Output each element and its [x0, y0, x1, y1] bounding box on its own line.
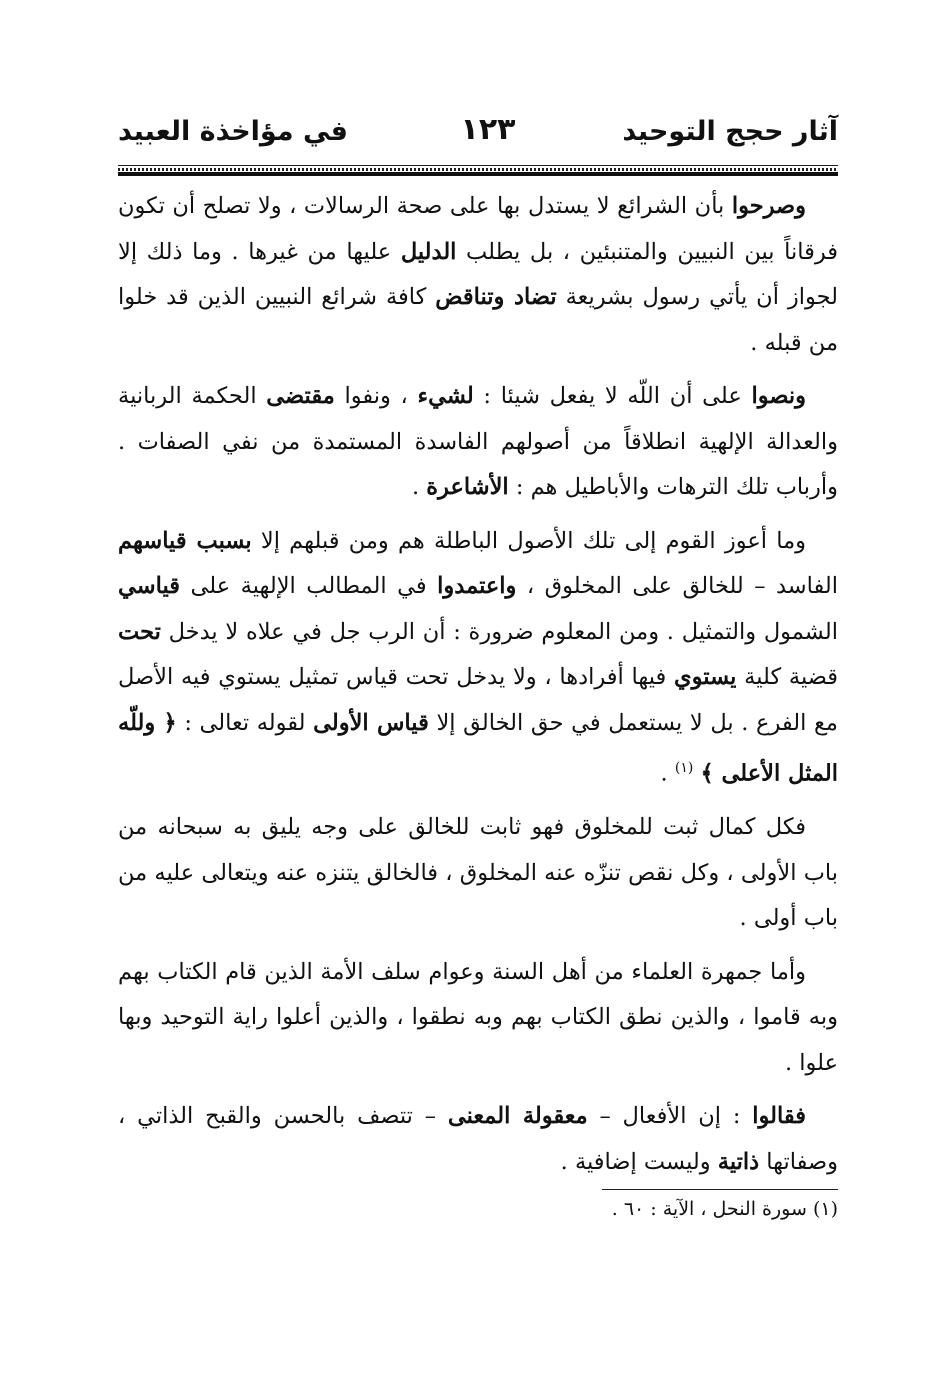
bold-text: لشيء: [417, 383, 474, 409]
header-title: آثار حجج التوحيد: [622, 116, 838, 147]
text-run: كافة شرائع النبيين الذين قد خلوا من قبله .: [118, 284, 838, 356]
text-run: .: [411, 474, 427, 500]
running-header: [118, 112, 838, 162]
bold-text: ﴿ وللّه المثل الأعلى ﴾: [118, 709, 838, 787]
text-run: عليها من غيرها . وما ذلك إلا لجواز أن يأتي رسول بشريعة: [118, 238, 839, 310]
text-run: فيها أفرادها ، ولا يدخل تحت قياس تمثيل يستوي فيه الأصل مع الفرع . بل لا يستعمل في حق الخالق إلا: [118, 664, 838, 736]
header-rule-thick: [118, 172, 838, 176]
header-subtitle: في مؤاخذة العبيد: [118, 116, 348, 147]
body-text: [118, 184, 838, 1193]
text-run: ، ونفوا: [334, 383, 418, 409]
text-run: في المطالب الإلهية على: [180, 573, 438, 599]
text-run: فكل كمال ثبت للمخلوق فهو ثابت للخالق على وجه يليق به سبحانه من باب الأولى ، وكل نقص تنزّه عنه المخلوق ، فالخالق يتنزه عنه ويتعالى عليه من باب أولى .: [118, 814, 838, 931]
text-run: لقوله تعالى :: [176, 709, 314, 736]
text-run: – تتصف بالحسن والقبح الذاتي ، وصفاتها: [118, 1103, 838, 1175]
bold-text: وصرحوا: [731, 193, 806, 219]
text-run: .: [660, 760, 675, 787]
paragraph: [118, 805, 838, 942]
text-run: الشمول والتمثيل . ومن المعلوم ضرورة : أن الرب جل في علاه لا يدخل: [160, 618, 838, 645]
page-number: ١٢٣: [460, 112, 516, 147]
paragraph: [118, 374, 838, 511]
bold-text: فقالوا: [752, 1103, 806, 1129]
text-run: على أن اللّه لا يفعل شيئا :: [473, 383, 752, 409]
text-run: الحكمة الربانية والعدالة الإلهية انطلاقاً من أصولهم الفاسدة المستمدة من نفي الصفات . وأرباب تلك الترهات والأباطيل هم :: [118, 383, 838, 500]
footnote: (١) سورة النحل ، الآية : ٦٠ .: [611, 1198, 838, 1220]
footnote-separator: [602, 1189, 838, 1190]
text-run: الفاسد – للخالق على المخلوق ،: [516, 573, 839, 599]
header-rule-dotted: [118, 168, 838, 171]
bold-text: يستوي: [674, 664, 737, 690]
text-run: وأما جمهرة العلماء من أهل السنة وعوام سلف الأمة الذين قام الكتاب بهم وبه قاموا ، والذين نطق الكتاب بهم وبه نطقوا ، والذين أعلوا راية التوحيد وبها علوا .: [118, 958, 838, 1076]
paragraph: [118, 519, 838, 798]
bold-text: تحت: [118, 618, 161, 645]
bold-text: الأشاعرة: [426, 474, 509, 500]
text-run: بأن الشرائع لا يستدل بها على صحة الرسالات ، ولا تصلح أن تكون فرقاناً بين النبيين والمتنبئين ، بل يطلب: [118, 193, 839, 265]
text-run: قضية كلية: [736, 664, 839, 690]
bold-text: واعتمدوا: [437, 573, 517, 599]
text-run: وما أعوز القوم إلى تلك الأصول الباطلة هم ومن قبلهم إلا: [251, 527, 807, 554]
bold-text: قياسي: [118, 573, 181, 599]
text-run: وليست إضافية .: [560, 1148, 718, 1175]
bold-text: بسبب قياسهم: [118, 527, 252, 554]
book-page: [118, 0, 838, 1377]
bold-text: ذاتية: [717, 1148, 760, 1175]
bold-text: الدليل: [400, 238, 457, 265]
bold-text: تضاد وتناقض: [435, 284, 557, 310]
bold-text: قياس الأولى: [313, 709, 429, 736]
paragraph: [118, 1094, 838, 1185]
header-rule-thin: [118, 165, 838, 166]
paragraph: [118, 950, 838, 1087]
bold-text: مقتضى: [266, 383, 335, 409]
bold-text: ونصوا: [751, 383, 807, 409]
footnote-reference: (١): [674, 760, 694, 776]
text-run: : إن الأفعال –: [587, 1103, 753, 1129]
paragraph: [118, 184, 838, 366]
bold-text: معقولة المعنى: [447, 1103, 588, 1129]
